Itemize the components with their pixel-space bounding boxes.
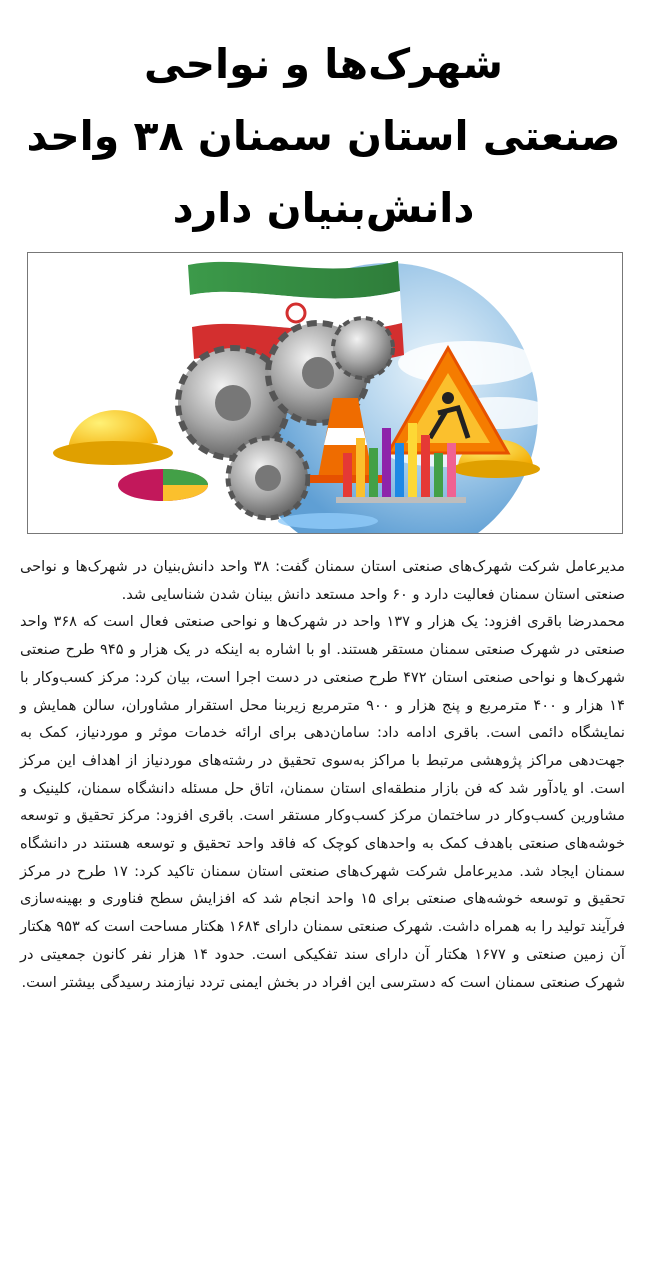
headline-line-2: صنعتی استان سمنان ۳۸ واحد [26, 112, 621, 160]
article-photo [27, 252, 623, 534]
article-body [20, 553, 625, 996]
article-paragraph-2: محمدرضا باقری افزود: یک هزار و ۱۳۷ واحد در شهرک‌ها و نواحی صنعتی فعال است که ۳۶۸ واحد صنعتی در شهرک صنعتی سمنان مستقر هستند. او با اشاره به اینکه در یک هزار و ۹۴۵ طرح صنعتی شهرک‌ها و نواحی صنعتی استان ۴۷۲ طرح صنعتی در دست اجرا است، بیان کرد: مرکز کسب‌وکار با ۱۴ هزار و ۴۰۰ مترمربع و پنج هزار و ۹۰۰ مترمربع زیربنا محل استقرار مشاوران، سالن همایش و نمایشگاه دائمی است. باقری ادامه داد: سامان‌دهی برای ارائه خدمات موثر و موردنیاز، کمک به جهت‌دهی مراکز پژوهشی مرتبط با مراکز به‌سوی تحقیق در رشته‌های موردنیاز از اهداف این مرکز است. او یادآور شد که فن بازار منطقه‌ای استان سمنان، اتاق حل مسئله دانشگاه سمنان، کلینیک و مشاورین کسب‌وکار در ساختمان مرکز کسب‌وکار مستقر است. باقری افزود: مرکز تحقیق و توسعه خوشه‌های صنعتی باهدف کمک به واحدهای کوچک که فاقد واحد تحقیق و توسعه هستند در دانشگاه سمنان ایجاد شد. مدیرعامل شرکت شهرک‌های صنعتی استان سمنان تاکید کرد: ۱۷ طرح در مرکز تحقیق و توسعه خوشه‌های صنعتی برای ۱۵ واحد انجام شد که افزایش سطح فناوری و بهینه‌سازی فرآیند تولید را به همراه داشت. شهرک صنعتی سمنان دارای ۱۶۸۴ هکتار مساحت است که ۹۵۳ هکتار آن زمین صنعتی و ۱۶۷۷ هکتار آن دارای سند تفکیکی است. حدود ۱۴ هزار نفر کانون جمعیتی در شهرک صنعتی سمنان است که دسترسی این افراد در بخش ایمنی تردد نیازمند رسیدگی بیشتر است. [20, 613, 625, 991]
hard-hat-icon [53, 410, 173, 465]
headline [20, 28, 627, 244]
pie-chart-icon [118, 469, 208, 501]
headline-line-1: شهرک‌ها و نواحی [144, 40, 503, 88]
headline-line-3: دانش‌بنیان دارد [172, 184, 475, 232]
article-paragraph-1: مدیرعامل شرکت شهرک‌های صنعتی استان سمنان گفت: ۳۸ واحد دانش‌بنیان در شهرک‌ها و نواحی صنعتی استان سمنان فعالیت دارد و ۶۰ واحد مستعد دانش بینان شدن شناسایی شد. [20, 558, 625, 603]
industry-illustration [28, 253, 622, 533]
